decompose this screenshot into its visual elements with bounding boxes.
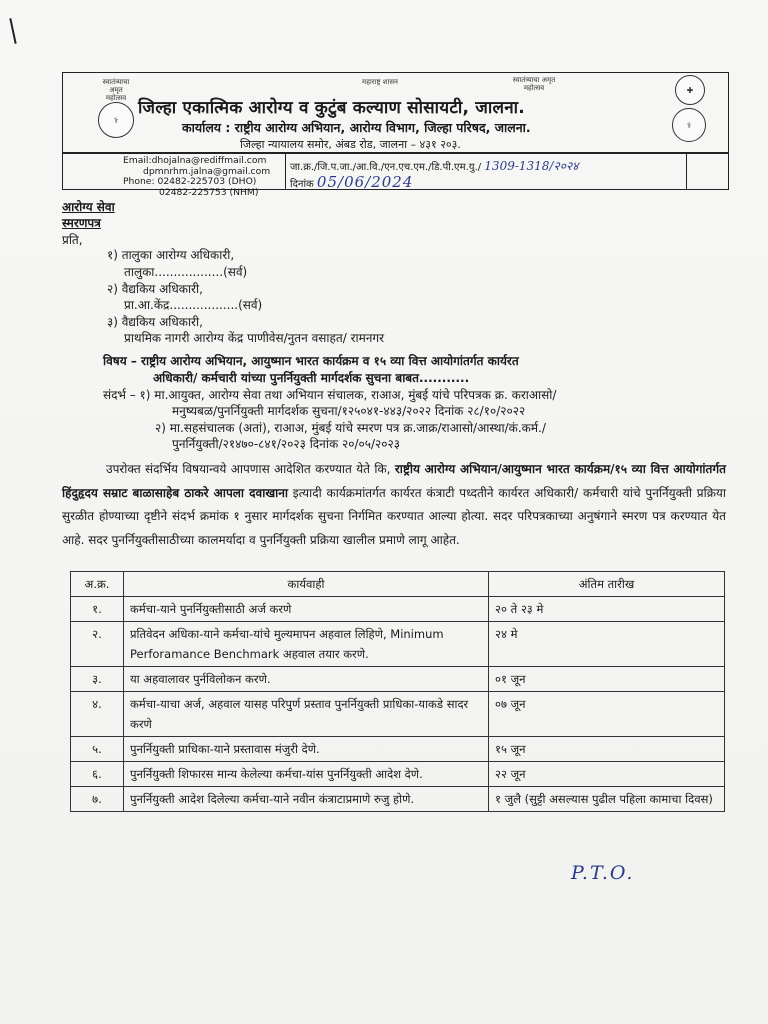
cell-action: पुनर्नियुक्ती शिफारस मान्य केलेल्या कर्मचा-यांस पुनर्नियुक्ती आदेश देणे. [124, 762, 489, 787]
subject-line-2: अधिकारी/ कर्मचारी यांच्या पुनर्नियुक्ती मार्गदर्शक सुचना बाबत........... [153, 371, 470, 385]
reference-line: मनुष्यबळ/पुनर्नियुक्ती मार्गदर्शक सुचना/१२५०४१-४४३/२०२२ दिनांक २८/१०/२०२२ [172, 404, 526, 418]
phone-nhm: 02482-225753 (NHM) [159, 186, 259, 198]
office-line: कार्यालय : राष्ट्रीय आरोग्य अभियान, आरोग्य विभाग, जिल्हा परिषद, जालना. [182, 120, 531, 135]
cell-action: पुनर्नियुक्ती आदेश दिलेल्या कर्मचा-याने नवीन कंत्राटाप्रमाणे रुजु होणे. [124, 787, 489, 812]
cell-sn: १. [71, 597, 124, 622]
cell-date: २० ते २३ मे [489, 597, 725, 622]
cell-date: ०७ जून [489, 692, 725, 737]
cell-date: १५ जून [489, 737, 725, 762]
cell-sn: ६. [71, 762, 124, 787]
ref-handwritten: 1309-1318/२०२४ [484, 159, 579, 173]
zp-seal-left-icon: ⚕ [98, 102, 134, 138]
table-row [71, 787, 725, 812]
cell-action: कर्मचा-याचा अर्ज, अहवाल यासह परिपुर्ण प्रस्ताव पुनर्नियुक्ती प्राधिका-याकडे सादर करणे [124, 692, 489, 737]
cell-sn: ४. [71, 692, 124, 737]
body-text-start: उपरोक्त संदर्भिय विषयान्वये आपणास आदेशित करण्यात येते कि, [106, 462, 395, 476]
table-row [71, 692, 725, 737]
recipient-line: प्रा.आ.केंद्र..................(सर्व) [124, 298, 263, 312]
ref-prefix: जा.क्र./जि.प.जा./आ.वि./एन.एच.एम./डि.पी.एम.यु./ [290, 162, 482, 173]
subject-line-1: विषय – राष्ट्रीय आरोग्य अभियान, आयुष्मान भारत कार्यक्रम व १५ व्या वित्त आयोगांतर्गत कार्यरत [103, 354, 519, 368]
org-title: जिल्हा एकात्मिक आरोग्य व कुटुंब कल्याण सोसायटी, जालना. [138, 98, 525, 118]
contact-block [123, 156, 285, 198]
cell-sn: ३. [71, 667, 124, 692]
logo-right-text: स्वातंत्र्याचा अमृत महोत्सव [512, 76, 556, 92]
recipient-line: २) वैद्यकिय अधिकारी, [107, 282, 203, 296]
letter-date [290, 173, 413, 191]
phone-dho: Phone: 02482-225703 (DHO) [123, 176, 257, 187]
cell-action: कर्मचा-याने पुनर्नियुक्तीसाठी अर्ज करणे [124, 597, 489, 622]
logo-left-text: स्वातंत्र्याचा अमृत महोत्सव [102, 78, 130, 102]
pen-mark [9, 18, 16, 44]
date-handwritten: 05/06/2024 [316, 173, 414, 191]
reference-line: संदर्भ – १) मा.आयुक्त, आरोग्य सेवा तथा अभियान संचालक, राआअ, मुंबई यांचे परिपत्रक क्र. कराआसो/ [103, 388, 557, 402]
cell-date: १ जुलै (सुट्टी असल्यास पुढील पहिला कामाचा दिवस) [489, 787, 725, 812]
azadi-logo-right [510, 76, 558, 92]
azadi-logo-left [98, 78, 134, 102]
recipient-line: तालुका..................(सर्व) [124, 265, 248, 279]
reference-line: २) मा.सहसंचालक (अतां), राआअ, मुंबई यांचे स्मरण पत्र क्र.जाक्र/राआसो/आस्था/कं.कर्म./ [155, 421, 546, 435]
reference-line: पुनर्नियुक्ती/२१४७०-८४१/२०२३ दिनांक २०/०५/२०२३ [172, 437, 400, 451]
nhm-seal-icon: ✚ [675, 75, 705, 105]
email-secondary: dpmnrhm.jalna@gmail.com [143, 165, 271, 177]
table-row [71, 622, 725, 667]
heading-health-service: आरोग्य सेवा [62, 200, 115, 214]
cell-date: २२ जून [489, 762, 725, 787]
body-text-bold: राष्ट्रीय आरोग्य अभियान/आयुष्मान भारत कार्यक्रम/१५ व्या वित्त आयोगांतर्गत हिंदुहृदय सम्राट बाळासाहेब ठाकरे आपला दवाखाना [62, 462, 726, 500]
cell-action: प्रतिवेदन अधिका-याने कर्मचा-यांचे मुल्यमापन अहवाल लिहिणे, Minimum Perforamance Benchmark अहवाल तयार करणे. [124, 622, 489, 667]
body-paragraph [62, 458, 726, 552]
col-header-action: कार्यवाही [124, 572, 489, 597]
col-header-date: अंतिम तारीख [489, 572, 725, 597]
to-label: प्रति, [62, 233, 83, 247]
pto-handwritten: P.T.O. [571, 862, 635, 884]
reference-number [290, 157, 578, 174]
address-line: जिल्हा न्यायालय समोर, अंबड रोड, जालना – ४३१ २०३. [240, 138, 461, 151]
cell-date: २४ मे [489, 622, 725, 667]
body-text-rest: इत्यादी कार्यक्रमांतर्गत कार्यरत कंत्राटी पध्दतीने कार्यरत अधिकारी/ कर्मचारी यांचे पुनर्नियुक्ती प्रक्रिया सुरळीत होण्याच्या दृष्टीने संदर्भ क्रमांक १ नुसार मार्गदर्शक सुचना निर्गमित करण्यात आल्या होत्या. सदर परिपत्रकाच्या अनुषंगाने स्मरण पत्र करण्यात येत आहे. सदर पुनर्नियुक्तीसाठीच्या कालमर्यादा व पुनर्नियुक्ती प्रक्रिया खालील प्रमाणे लागू आहेत. [62, 485, 727, 547]
cell-sn: ७. [71, 787, 124, 812]
table-row [71, 737, 725, 762]
zp-seal-right-icon: ⚕ [672, 108, 706, 142]
schedule-table [70, 571, 725, 812]
recipient-line: १) तालुका आरोग्य अधिकारी, [107, 248, 235, 262]
cell-sn: ५. [71, 737, 124, 762]
recipient-line: प्राथमिक नागरी आरोग्य केंद्र पाणीवेस/नुतन वसाहत/ रामनगर [124, 331, 385, 345]
date-label: दिनांक [290, 179, 314, 190]
logo-center-text: महाराष्ट्र शासन [362, 78, 398, 86]
recipient-line: ३) वैद्यकिय अधिकारी, [107, 315, 203, 329]
maharashtra-logo [330, 78, 430, 86]
email-primary: Email:dhojalna@rediffmail.com [123, 155, 267, 166]
table-row [71, 597, 725, 622]
table-header-row [71, 572, 725, 597]
cell-action: पुनर्नियुक्ती प्राधिका-याने प्रस्तावास मंजुरी देणे. [124, 737, 489, 762]
table-row [71, 667, 725, 692]
cell-date: ०१ जून [489, 667, 725, 692]
cell-sn: २. [71, 622, 124, 667]
cell-action: या अहवालावर पुर्नविलोकन करणे. [124, 667, 489, 692]
col-header-sn: अ.क्र. [71, 572, 124, 597]
heading-reminder: स्मरणपत्र [62, 216, 101, 230]
table-row [71, 762, 725, 787]
